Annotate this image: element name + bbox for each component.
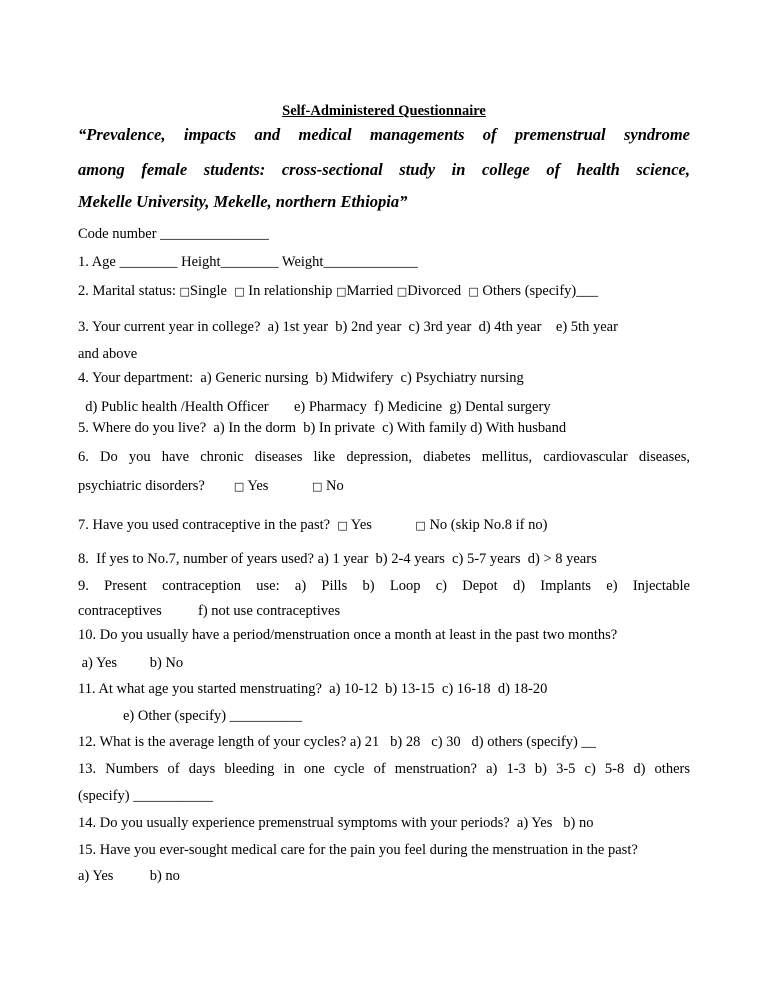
question-9-line-2: contraceptives f) not use contraceptives <box>78 603 341 619</box>
code-number-field: Code number _______________ <box>78 226 269 242</box>
divorced-checkbox[interactable]: □ <box>396 285 408 298</box>
q6-no-label: No <box>322 478 344 494</box>
q7-no-checkbox[interactable]: □ <box>415 519 426 532</box>
in-relationship-label: In relationship <box>244 283 337 299</box>
single-checkbox[interactable]: □ <box>179 285 190 298</box>
question-7 <box>78 516 547 535</box>
question-6-line-2 <box>78 477 344 496</box>
q6-yes-label: Yes <box>244 478 269 494</box>
question-10-line-1: 10. Do you usually have a period/menstruation once a month at least in the past two months? <box>78 627 618 643</box>
question-1: 1. Age ________ Height________ Weight_____________ <box>78 254 418 270</box>
married-checkbox[interactable]: □ <box>336 285 347 298</box>
question-2 <box>78 282 598 301</box>
q7-no-label: No (skip No.8 if no) <box>425 517 548 533</box>
q7-yes-label: Yes <box>347 517 372 533</box>
q6-no-checkbox[interactable]: □ <box>311 480 323 493</box>
divorced-label: Divorced <box>407 283 465 299</box>
page-title: Self-Administered Questionnaire <box>282 103 486 119</box>
q6-yes-checkbox[interactable]: □ <box>233 480 245 493</box>
question-2-label: 2. Marital status: <box>78 283 180 299</box>
question-7-label: 7. Have you used contraceptive in the past? <box>78 517 331 533</box>
question-8: 8. If yes to No.7, number of years used? a) 1 year b) 2-4 years c) 5-7 years d) > 8 years <box>78 551 597 567</box>
q7-yes-checkbox[interactable]: □ <box>337 519 348 532</box>
others-label: Others (specify)___ <box>478 283 598 299</box>
question-6-label: psychiatric disorders? <box>78 478 205 494</box>
question-13-line-2: (specify) ___________ <box>78 788 213 804</box>
single-label: Single <box>189 283 227 299</box>
question-14: 14. Do you usually experience premenstrual symptoms with your periods? a) Yes b) no <box>78 815 594 831</box>
study-title-line-3: Mekelle University, Mekelle, northern Ethiopia” <box>78 192 408 211</box>
question-10-line-2: a) Yes b) No <box>78 655 184 671</box>
question-3-line-1: 3. Your current year in college? a) 1st year b) 2nd year c) 3rd year d) 4th year e) 5th year <box>78 319 618 335</box>
married-label: Married <box>346 283 397 299</box>
question-6-line-1: 6. Do you have chronic diseases like depression, diabetes mellitus, cardiovascular diseases, <box>78 449 690 465</box>
others-checkbox[interactable]: □ <box>468 285 479 298</box>
question-11-line-2: e) Other (specify) __________ <box>123 708 303 724</box>
question-3-line-2: and above <box>78 346 138 362</box>
study-title-line-2: among female students: cross-sectional study in college of health science, <box>78 160 690 179</box>
question-11-line-1: 11. At what age you started menstruating? a) 10-12 b) 13-15 c) 16-18 d) 18-20 <box>78 681 548 697</box>
question-4-line-1: 4. Your department: a) Generic nursing b) Midwifery c) Psychiatry nursing <box>78 370 524 386</box>
question-4-line-2: d) Public health /Health Officer e) Pharmacy f) Medicine g) Dental surgery <box>78 399 551 415</box>
in-relationship-checkbox[interactable]: □ <box>234 285 245 298</box>
question-13-line-1: 13. Numbers of days bleeding in one cycle of menstruation? a) 1-3 b) 3-5 c) 5-8 d) others <box>78 761 690 777</box>
question-12: 12. What is the average length of your cycles? a) 21 b) 28 c) 30 d) others (specify) __ <box>78 734 596 750</box>
question-15-line-2: a) Yes b) no <box>78 868 180 884</box>
question-5: 5. Where do you live? a) In the dorm b) In private c) With family d) With husband <box>78 420 567 436</box>
question-15-line-1: 15. Have you ever-sought medical care for the pain you feel during the menstruation in the past? <box>78 842 638 858</box>
study-title-line-1: “Prevalence, impacts and medical managements of premenstrual syndrome <box>78 125 690 144</box>
question-9-line-1: 9. Present contraception use: a) Pills b) Loop c) Depot d) Implants e) Injectable <box>78 578 690 594</box>
